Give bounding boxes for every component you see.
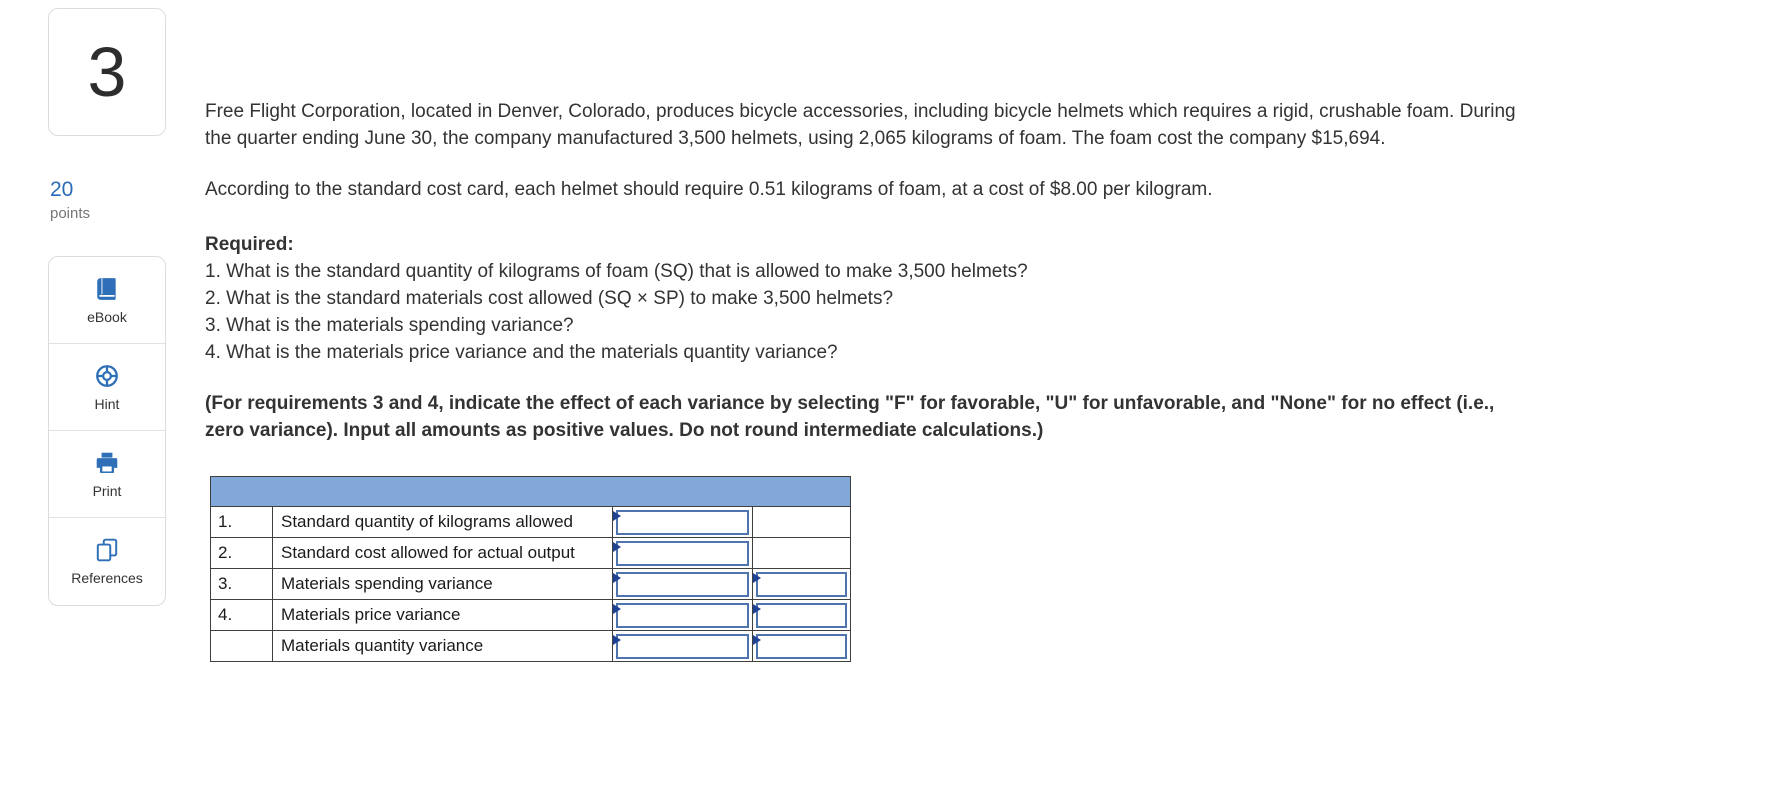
answer-cell (613, 631, 753, 662)
answer-input-spending-variance[interactable] (618, 574, 747, 595)
row-number: 1. (211, 507, 273, 538)
references-label: References (71, 570, 143, 586)
references-button[interactable] (49, 518, 165, 605)
ebook-button[interactable] (49, 257, 165, 344)
answer-cell (613, 600, 753, 631)
question-body (205, 98, 1525, 662)
variance-effect-input-quantity[interactable] (758, 636, 845, 657)
row-number: 2. (211, 538, 273, 569)
variance-effect-input-spending[interactable] (758, 574, 845, 595)
answer-table (210, 476, 851, 662)
row-label: Materials spending variance (273, 569, 613, 600)
row-label: Materials price variance (273, 600, 613, 631)
requirement-4: 4. What is the materials price variance and the materials quantity variance? (205, 342, 838, 363)
answer-input-sq[interactable] (618, 512, 747, 533)
variance-effect-input-price[interactable] (758, 605, 845, 626)
print-label: Print (92, 482, 122, 499)
answer-input-standard-cost[interactable] (618, 543, 747, 564)
print-icon (94, 450, 120, 476)
effect-cell (753, 631, 851, 662)
points-block (48, 178, 166, 222)
answer-cell (613, 538, 753, 569)
row-label: Standard cost allowed for actual output (273, 538, 613, 569)
empty-cell (753, 538, 851, 569)
requirement-2: 2. What is the standard materials cost allowed (SQ × SP) to make 3,500 helmets? (205, 288, 894, 309)
table-row-1 (211, 507, 851, 538)
points-value: 20 (50, 178, 74, 201)
row-number: 3. (211, 569, 273, 600)
requirement-1: 1. What is the standard quantity of kilograms of foam (SQ) that is allowed to make 3,500 helmets? (205, 261, 1028, 282)
table-row-4 (211, 600, 851, 631)
required-heading: Required: (205, 234, 294, 255)
table-header-cell (211, 477, 851, 507)
question-number: 3 (87, 33, 127, 111)
question-number-card (48, 8, 166, 136)
answer-input-quantity-variance[interactable] (618, 636, 747, 657)
points-label: points (50, 205, 91, 222)
row-number: 4. (211, 600, 273, 631)
table-header-row (211, 477, 851, 507)
hint-label: Hint (94, 395, 120, 412)
empty-cell (753, 507, 851, 538)
requirements-list (205, 258, 1525, 366)
answer-cell (613, 569, 753, 600)
variance-instruction: (For requirements 3 and 4, indicate the effect of each variance by selecting "F" for favorable, "U" for unfavorable, and "None" for no effect (i.e., zero variance). Input all amounts as positive values. Do not round intermediate calculations.) (205, 393, 1495, 441)
row-label: Standard quantity of kilograms allowed (273, 507, 613, 538)
requirement-3: 3. What is the materials spending variance? (205, 315, 574, 336)
row-number (211, 631, 273, 662)
problem-paragraph-1: Free Flight Corporation, located in Denver, Colorado, produces bicycle accessories, including bicycle helmets which requires a rigid, crushable foam. During the quarter ending June 30, the company manufactured 3,500 helmets, using 2,065 kilograms of foam. The foam cost the company $15,694. (205, 101, 1516, 149)
effect-cell (753, 569, 851, 600)
answer-input-price-variance[interactable] (618, 605, 747, 626)
problem-paragraph-2: According to the standard cost card, each helmet should require 0.51 kilograms of foam, at a cost of $8.00 per kilogram. (205, 179, 1213, 200)
ebook-label: eBook (87, 308, 127, 325)
row-label: Materials quantity variance (273, 631, 613, 662)
print-button[interactable] (49, 431, 165, 518)
table-row-5 (211, 631, 851, 662)
answer-cell (613, 507, 753, 538)
ebook-icon (94, 276, 120, 302)
table-row-2 (211, 538, 851, 569)
references-icon (94, 537, 120, 563)
hint-icon (94, 363, 120, 389)
hint-button[interactable] (49, 344, 165, 431)
effect-cell (753, 600, 851, 631)
toolbar (48, 256, 166, 606)
sidebar (48, 8, 166, 606)
table-row-3 (211, 569, 851, 600)
